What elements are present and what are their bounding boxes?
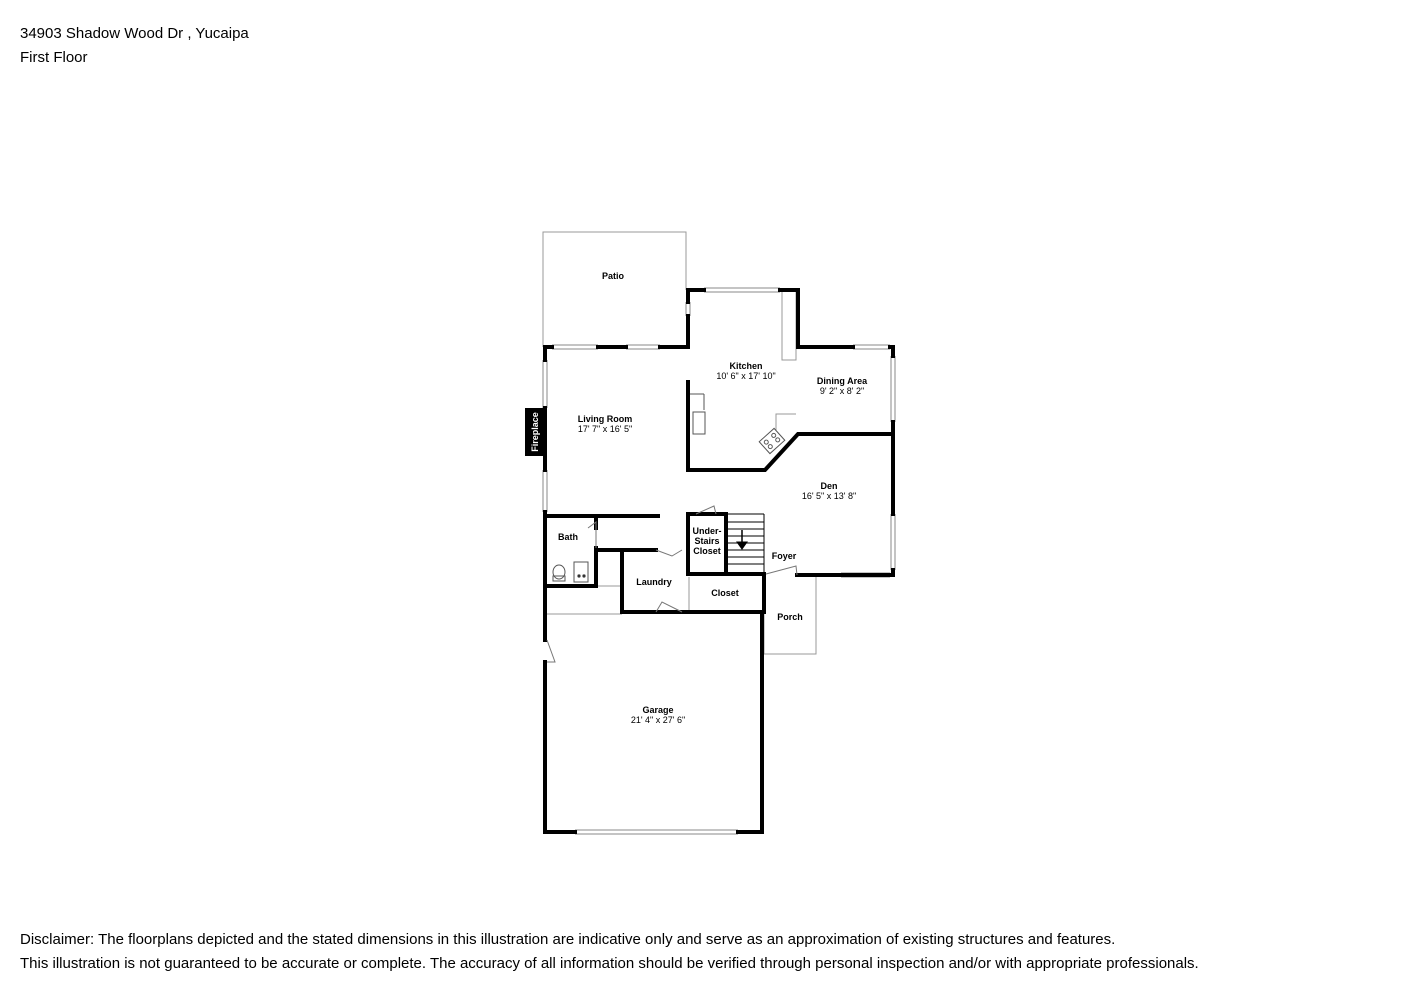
floor-label: First Floor: [20, 49, 88, 66]
disclaimer-line-1: Disclaimer: The floorplans depicted and the stated dimensions in this illustration are indicative only and serve as an approximation of existing structures and features.: [20, 931, 1116, 948]
stairs: [728, 514, 764, 574]
room-label-under-stairs-closet-3: Closet: [693, 546, 721, 556]
disclaimer: [20, 928, 1199, 976]
room-label-living-room: Living Room: [577, 414, 633, 424]
room-dims-living-room: 17' 7" x 16' 5": [577, 424, 633, 434]
room-label-garage: Garage: [642, 705, 674, 715]
room-label-under-stairs-closet-1: Under-: [692, 526, 722, 536]
kitchen-sink-icon: [693, 412, 705, 434]
room-label-porch: Porch: [777, 612, 803, 622]
sink-icon: [574, 562, 588, 582]
room-label-dining-area: Dining Area: [816, 376, 868, 386]
room-dims-dining-area: 9' 2" x 8' 2": [819, 386, 865, 396]
room-label-foyer: Foyer: [771, 551, 797, 561]
thin-outlines: [543, 232, 816, 654]
room-label-under-stairs-closet-2: Stairs: [694, 536, 720, 546]
disclaimer-line-2: This illustration is not guaranteed to be accurate or complete. The accuracy of all information should be verified through personal inspection and/or with appropriate professionals.: [20, 955, 1199, 972]
room-label-laundry: Laundry: [636, 577, 672, 587]
fireplace-label: Fireplace: [530, 412, 540, 452]
address-title: 34903 Shadow Wood Dr , Yucaipa: [20, 25, 249, 42]
room-dims-den: 16' 5" x 13' 8": [801, 491, 857, 501]
toilet-icon: [553, 565, 565, 579]
room-label-closet: Closet: [711, 588, 739, 598]
room-label-kitchen: Kitchen: [729, 361, 763, 371]
room-dims-garage: 21' 4" x 27' 6": [630, 715, 686, 725]
room-label-den: Den: [820, 481, 838, 491]
room-dims-kitchen: 10' 6" x 17' 10": [716, 371, 776, 381]
room-label-bath: Bath: [558, 532, 578, 542]
room-label-patio: Patio: [601, 271, 625, 281]
